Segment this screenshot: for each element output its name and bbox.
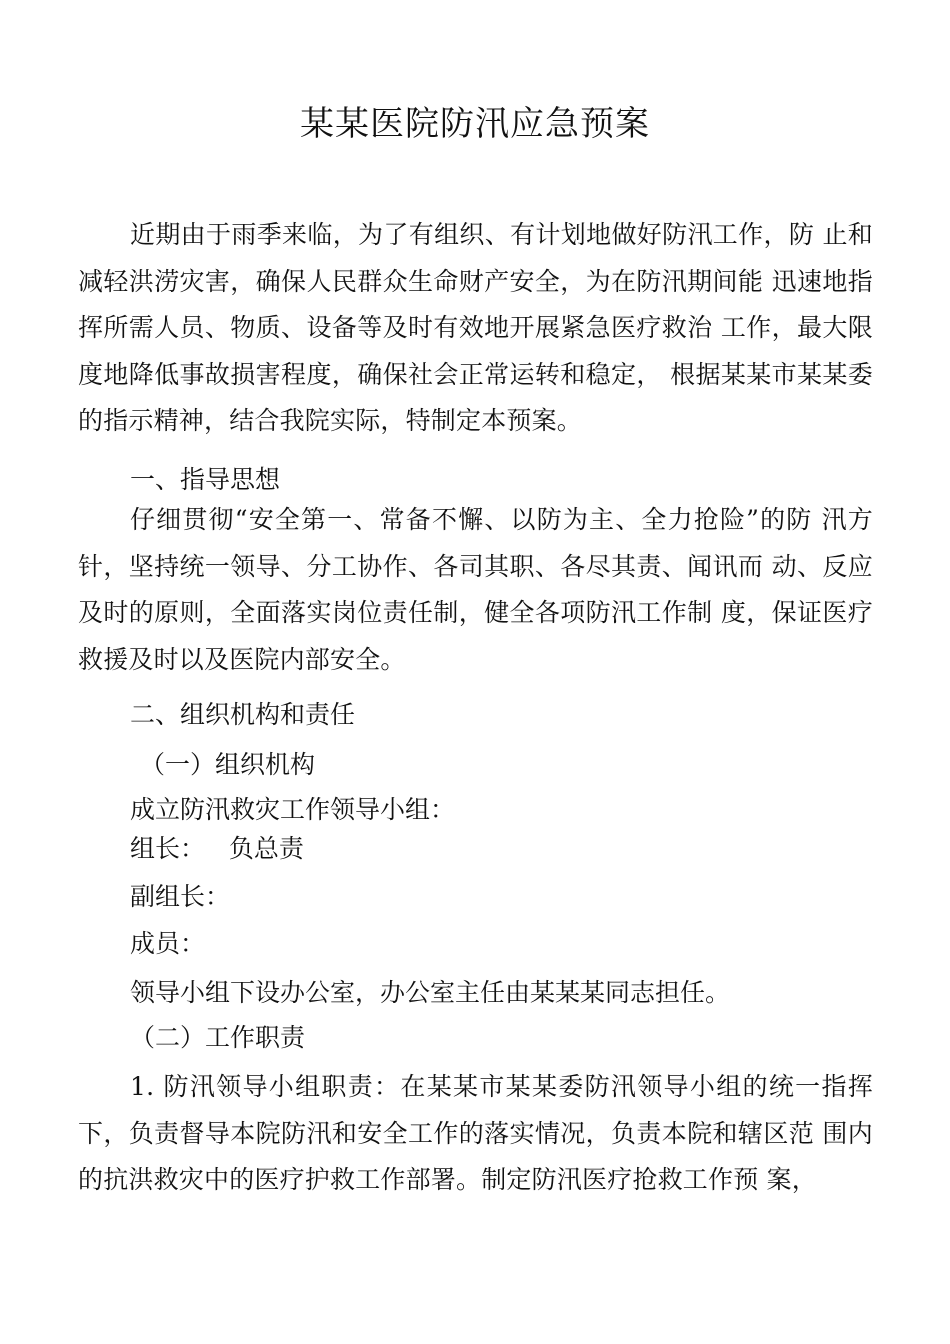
section-heading-organization: 二、组织机构和责任	[130, 700, 356, 729]
org-setup-line: 成立防汛救灾工作领导小组：	[130, 795, 456, 824]
group-leader-line: 组长： 负总责	[130, 834, 304, 863]
document-title: 某某医院防汛应急预案	[300, 104, 650, 144]
intro-paragraph: 近期由于雨季来临，为了有组织、有计划地做好防汛工作，防 止和减轻洪涝灾害，确保人民群众生命财产安全，为在防汛期间能 迅速地指挥所需人员、物质、设备等及时有效地开展紧急医疗救治 工作，最大限度地降低事故损害程度，确保社会正常运转和稳定， 根据某某市某某委的指示精神，结合我院实际，特制定本预案。	[78, 220, 873, 435]
office-line: 领导小组下设办公室，办公室主任由某某某同志担任。	[130, 978, 731, 1007]
subsection-heading-organization: （一）组织机构	[140, 750, 316, 779]
duty-paragraph-1: 1. 防汛领导小组职责：在某某市某某委防汛领导小组的统一指挥下，负责督导本院防汛和安全工作的落实情况，负责本院和辖区范 围内的抗洪救灾中的医疗护救工作部署。制定防汛医疗抢救工作预 案，	[78, 1072, 873, 1194]
guiding-thought-paragraph: 仔细贯彻“安全第一、常备不懈、以防为主、全力抢险”的防 汛方针，坚持统一领导、分工协作、各司其职、各尽其责、闻讯而 动、反应及时的原则，全面落实岗位责任制，健全各项防汛工作制 度，保证医疗救援及时以及医院内部安全。	[78, 505, 873, 674]
subsection-heading-duties: （二）工作职责	[130, 1023, 306, 1052]
members-line: 成员：	[130, 929, 206, 958]
section-heading-guiding-thought: 一、指导思想	[130, 465, 281, 494]
deputy-leader-line: 副组长：	[130, 882, 231, 911]
